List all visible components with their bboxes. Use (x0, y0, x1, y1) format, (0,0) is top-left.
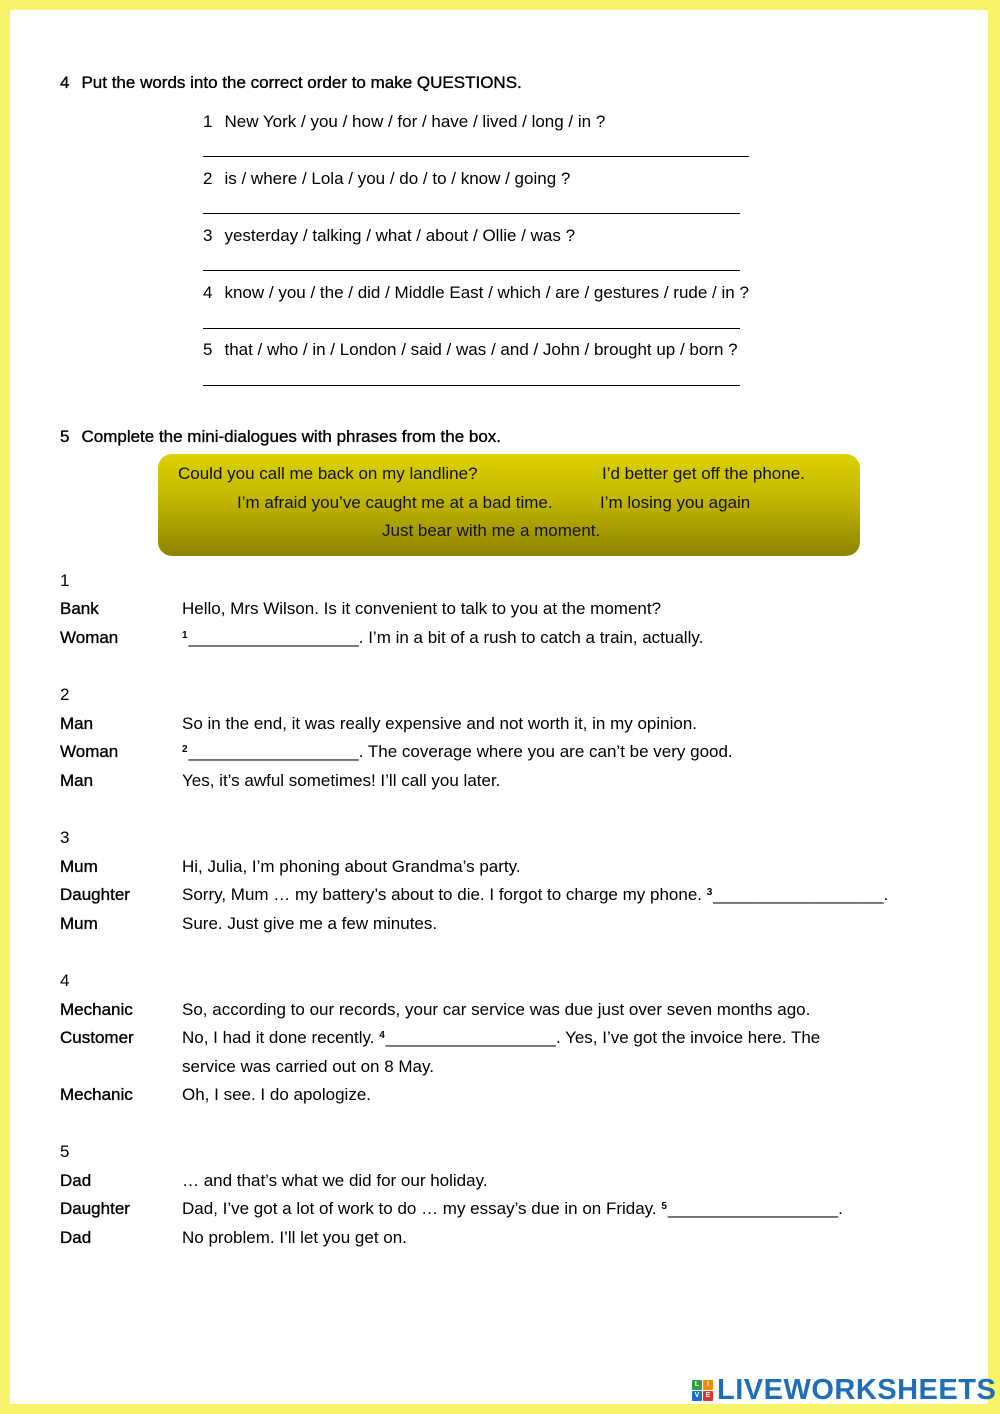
question-item (203, 340, 738, 360)
gap-blank[interactable]: __________________ (188, 742, 359, 761)
dialogue-text: . I’m in a bit of a rush to catch a train, actually. (358, 628, 704, 647)
gap-number: 1 (182, 630, 188, 641)
exercise-4-heading (60, 73, 522, 93)
logo-text: LIVEWORKSHEETS (717, 1374, 997, 1406)
speaker-label: Mum (60, 857, 98, 876)
logo-letter: L (692, 1380, 702, 1390)
dialogue-line (182, 1028, 820, 1048)
dialogue-line (182, 628, 703, 648)
speaker-label: Woman (60, 628, 119, 647)
dialogue-line: Yes, it’s awful sometimes! I’ll call you later. (182, 771, 501, 790)
dialogue-text: . The coverage where you are can’t be very good. (358, 742, 733, 761)
dialogue-text: . (883, 885, 889, 904)
dialogue-text: . Yes, I’ve got the invoice here. The (555, 1028, 821, 1047)
phrase-item[interactable]: Just bear with me a moment. (382, 521, 601, 540)
gap-number: 4 (379, 1030, 385, 1041)
exercise-5-number: 5 (60, 427, 70, 446)
question-number: 4 (203, 283, 213, 302)
question-text: yesterday / talking / what / about / Ollie / was ? (224, 226, 576, 245)
dialogue-number: 2 (60, 685, 70, 704)
phrase-box (158, 454, 860, 556)
phrase-item[interactable]: Could you call me back on my landline? (178, 464, 478, 483)
question-item (203, 283, 749, 303)
speaker-label: Mechanic (60, 1000, 133, 1019)
speaker-label: Customer (60, 1028, 134, 1047)
question-number: 1 (203, 112, 213, 131)
exercise-5-heading (60, 427, 501, 447)
question-text: New York / you / how / for / have / lived / long / in ? (224, 112, 606, 131)
question-number: 5 (203, 340, 213, 359)
dialogue-number: 1 (60, 571, 70, 590)
dialogue-line: Sure. Just give me a few minutes. (182, 914, 438, 933)
dialogue-line: No problem. I’ll let you get on. (182, 1228, 407, 1247)
gap-blank[interactable]: __________________ (667, 1199, 839, 1218)
speaker-label: Woman (60, 742, 119, 761)
phrase-item[interactable]: I’d better get off the phone. (602, 464, 805, 483)
dialogue-line (182, 1199, 843, 1219)
question-item (203, 226, 575, 246)
dialogue-text: Dad, I’ve got a lot of work to do … my essay’s due in on Friday. (182, 1199, 662, 1218)
exercise-4-instruction: Put the words into the correct order to make QUESTIONS. (81, 73, 522, 92)
dialogue-text: . (838, 1199, 843, 1218)
speaker-label: Daughter (60, 1199, 130, 1218)
dialogue-line-continuation: service was carried out on 8 May. (182, 1057, 434, 1076)
dialogue-line: … and that’s what we did for our holiday. (182, 1171, 488, 1190)
dialogue-line: So in the end, it was really expensive and not worth it, in my opinion. (182, 714, 698, 733)
question-item (203, 169, 570, 189)
phrase-item[interactable]: I’m afraid you’ve caught me at a bad time. (237, 493, 553, 512)
gap-blank[interactable]: __________________ (385, 1028, 556, 1047)
gap-blank[interactable]: __________________ (188, 628, 359, 647)
dialogue-number: 3 (60, 828, 70, 847)
answer-line-2[interactable] (203, 213, 740, 214)
dialogue-line: Hi, Julia, I’m phoning about Grandma’s party. (182, 857, 521, 876)
question-item (203, 112, 605, 132)
question-number: 3 (203, 226, 213, 245)
speaker-label: Mechanic (60, 1085, 133, 1104)
dialogue-line: Hello, Mrs Wilson. Is it convenient to talk to you at the moment? (182, 599, 662, 618)
logo-letter: E (703, 1391, 713, 1401)
answer-line-3[interactable] (203, 270, 740, 271)
speaker-label: Bank (60, 599, 99, 618)
gap-number: 3 (706, 887, 713, 898)
liveworksheets-logo[interactable] (692, 1374, 996, 1407)
dialogue-text: Sorry, Mum … my battery’s about to die. I forgot to charge my phone. (182, 885, 707, 904)
speaker-label: Mum (60, 914, 98, 933)
speaker-label: Daughter (60, 885, 130, 904)
speaker-label: Dad (60, 1171, 92, 1190)
dialogue-number: 5 (60, 1142, 70, 1161)
speaker-label: Man (60, 714, 94, 733)
answer-line-5[interactable] (203, 385, 740, 386)
speaker-label: Man (60, 771, 94, 790)
dialogue-line (182, 885, 888, 905)
gap-blank[interactable]: __________________ (713, 885, 884, 904)
question-text: is / where / Lola / you / do / to / know / going ? (224, 169, 571, 188)
dialogue-line (182, 742, 733, 762)
phrase-item[interactable]: I’m losing you again (600, 493, 751, 512)
dialogue-line: So, according to our records, your car service was due just over seven months ago. (182, 1000, 811, 1019)
gap-number: 5 (661, 1201, 667, 1212)
dialogue-number: 4 (60, 971, 70, 990)
logo-letter: I (703, 1380, 713, 1390)
dialogue-text: No, I had it done recently. (182, 1028, 380, 1047)
question-number: 2 (203, 169, 213, 188)
logo-letter: V (692, 1391, 702, 1401)
exercise-5-instruction: Complete the mini-dialogues with phrases from the box. (81, 427, 502, 446)
question-text: know / you / the / did / Middle East / which / are / gestures / rude / in ? (224, 283, 749, 302)
logo-grid-icon (692, 1380, 713, 1401)
question-text: that / who / in / London / said / was / and / John / brought up / born ? (224, 340, 738, 359)
answer-line-1[interactable] (203, 156, 749, 157)
worksheet-page (10, 10, 988, 1404)
gap-number: 2 (182, 744, 188, 755)
dialogue-line: Oh, I see. I do apologize. (182, 1085, 372, 1104)
exercise-4-number: 4 (60, 73, 70, 92)
speaker-label: Dad (60, 1228, 92, 1247)
answer-line-4[interactable] (203, 328, 740, 329)
